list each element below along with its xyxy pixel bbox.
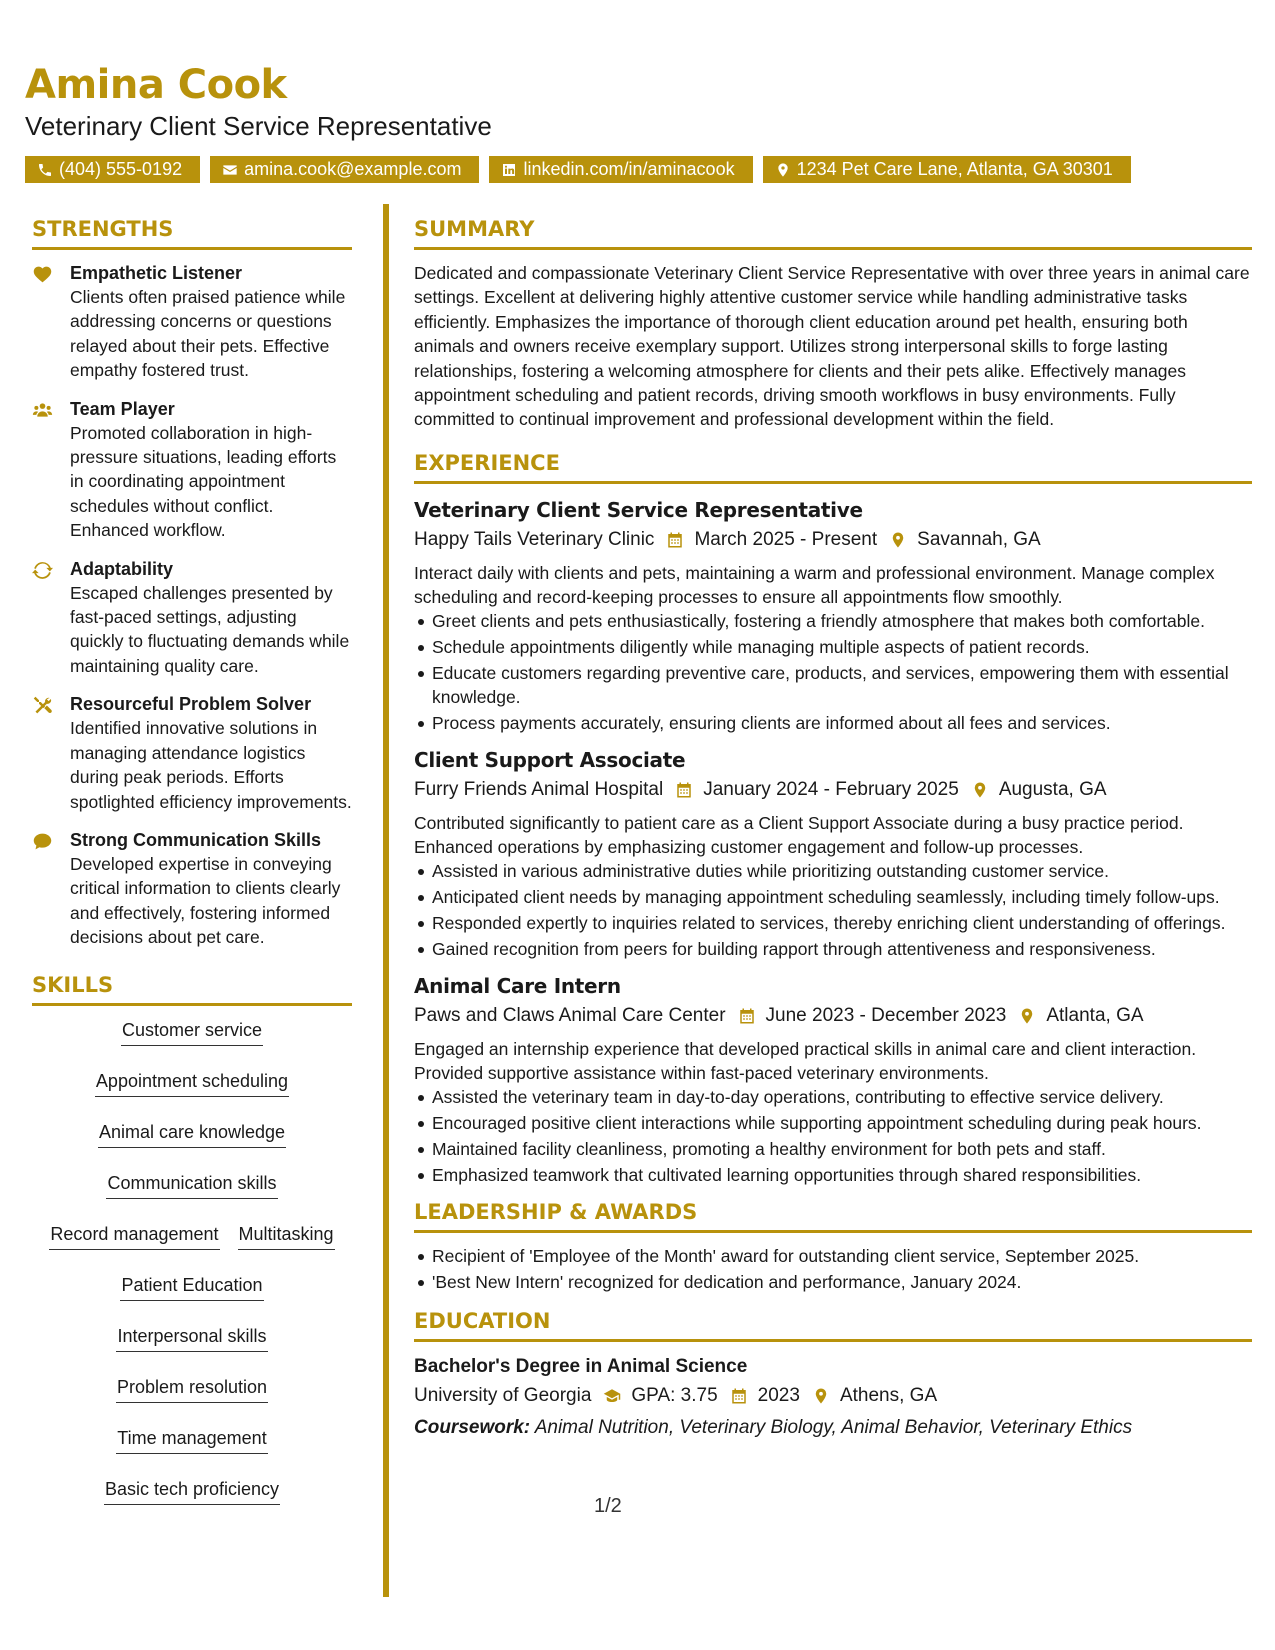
- job-location: Augusta, GA: [998, 778, 1107, 800]
- coursework-label: Coursework:: [414, 1416, 531, 1438]
- skill-tag: Patient Education: [120, 1272, 263, 1301]
- job-description: Interact daily with clients and pets, maintaining a warm and professional environment. Manage complex scheduling and record-keeping processes to ensure all appointments flow smoothly.: [414, 562, 1215, 607]
- skills-title: SKILLS: [32, 970, 352, 1006]
- experience-title: EXPERIENCE: [414, 448, 1252, 484]
- job-entry: [414, 495, 1252, 735]
- education-title: EDUCATION: [414, 1306, 1252, 1342]
- summary-title: SUMMARY: [414, 214, 1252, 250]
- page-number: 1/2: [594, 1495, 622, 1517]
- job-bullets: [414, 1085, 1252, 1187]
- education-meta: [414, 1381, 1252, 1411]
- skill-tag: Interpersonal skills: [116, 1323, 267, 1352]
- skill-tag: Appointment scheduling: [95, 1068, 289, 1097]
- job-bullet: Assisted in various administrative duties while prioritizing outstanding customer service.: [414, 859, 1252, 883]
- graduation-cap-icon: [603, 1387, 621, 1405]
- strength-desc: Clients often praised patience while addressing concerns or questions relayed about their pets. Effective empathy fostered trust.: [70, 287, 346, 381]
- strength-item: [32, 557, 352, 679]
- candidate-role: Veterinary Client Service Representative: [25, 111, 492, 141]
- strengths-title: STRENGTHS: [32, 214, 352, 250]
- candidate-name: Amina Cook: [25, 62, 287, 108]
- skill-tag: Animal care knowledge: [98, 1119, 286, 1148]
- job-title: Animal Care Intern: [414, 973, 621, 998]
- leadership-title: LEADERSHIP & AWARDS: [414, 1197, 1252, 1233]
- job-bullet: Encouraged positive client interactions while supporting appointment scheduling during peak hours.: [414, 1111, 1252, 1135]
- strength-name: Team Player: [70, 398, 175, 419]
- skills-list: [32, 1017, 352, 1505]
- job-bullet: Educate customers regarding preventive care, products, and services, empowering them with essential knowledge.: [414, 661, 1252, 709]
- job-dates: January 2024 - February 2025: [703, 778, 959, 800]
- job-dates: March 2025 - Present: [694, 528, 878, 550]
- strength-item: [32, 397, 352, 543]
- column-divider: [383, 204, 389, 1597]
- job-bullet: Emphasized teamwork that cultivated learning opportunities through shared responsibilities.: [414, 1163, 1252, 1187]
- calendar-icon: [666, 531, 684, 549]
- strength-name: Empathetic Listener: [70, 263, 243, 283]
- job-entry: [414, 971, 1252, 1187]
- job-location: Savannah, GA: [917, 528, 1041, 550]
- award-bullet: 'Best New Intern' recognized for dedication and performance, January 2024.: [414, 1270, 1252, 1294]
- coursework: [414, 1413, 1252, 1443]
- phone-icon: [37, 162, 53, 178]
- contact-linkedin[interactable]: [489, 156, 752, 183]
- strength-desc: Identified innovative solutions in managing attendance logistics during peak periods. Efforts spotlighted efficiency improvements.: [70, 718, 352, 812]
- tools-icon: [32, 695, 53, 716]
- coursework-list: Animal Nutrition, Veterinary Biology, Animal Behavior, Veterinary Ethics: [530, 1416, 1133, 1438]
- job-bullet: Greet clients and pets enthusiastically, fostering a friendly atmosphere that makes both comfortable.: [414, 609, 1252, 633]
- map-pin-icon: [889, 531, 907, 549]
- job-entry: [414, 745, 1252, 961]
- contact-phone[interactable]: [25, 156, 200, 183]
- contact-email[interactable]: [210, 156, 479, 183]
- contact-address[interactable]: [763, 156, 1131, 183]
- strength-desc: Developed expertise in conveying critical information to clients clearly and effectively, fostering informed decisions about pet care.: [70, 853, 341, 948]
- left-column: [32, 214, 352, 1505]
- map-pin-icon: [1018, 1007, 1036, 1025]
- strength-name: Adaptability: [70, 558, 174, 579]
- strength-item: [32, 692, 352, 814]
- comment-icon: [32, 831, 53, 852]
- contact-linkedin-text: linkedin.com/in/aminacook: [523, 159, 735, 179]
- strength-desc: Escaped challenges presented by fast-paced settings, adjusting quickly to fluctuating demands while maintaining quality care.: [70, 582, 350, 676]
- strength-name: Strong Communication Skills: [70, 829, 322, 850]
- job-bullet: Schedule appointments diligently while managing multiple aspects of patient records.: [414, 635, 1252, 659]
- job-description: Engaged an internship experience that developed practical skills in animal care and client interaction. Provided supportive assistance within fast-paced veterinary environments.: [414, 1038, 1197, 1083]
- job-bullet: Process payments accurately, ensuring clients are informed about all fees and services.: [414, 711, 1252, 735]
- skill-tag: Time management: [116, 1425, 267, 1454]
- sync-icon: [32, 560, 53, 581]
- job-meta: [414, 1001, 1252, 1031]
- school-location: Athens, GA: [839, 1384, 938, 1406]
- skill-tag: Multitasking: [238, 1221, 335, 1250]
- graduation-year: 2023: [757, 1384, 800, 1406]
- summary-text: Dedicated and compassionate Veterinary Client Service Representative with over three years in animal care settings. Excellent at delivering highly attentive customer service while handling administrative tasks efficiently. Emphasizes the importance of thorough client education around pet health, ensuring both animals and owners receive exemplary support. Utilizes strong interpersonal skills to forge lasting relationships, fostering a welcoming atmosphere for clients and their pets alike. Effectively manages appointment scheduling and patient records, driving smooth workflows in busy environments. Fully committed to continual improvement and professional development within the field.: [414, 263, 1250, 430]
- map-pin-icon: [812, 1387, 830, 1405]
- gpa: GPA: 3.75: [631, 1384, 718, 1406]
- strength-desc: Promoted collaboration in high-pressure situations, leading efforts in coordinating appointment schedules without conflict. Enhanced workflow.: [70, 422, 337, 541]
- award-bullet: Recipient of 'Employee of the Month' award for outstanding client service, September 2025.: [414, 1244, 1252, 1268]
- calendar-icon: [738, 1007, 756, 1025]
- job-dates: June 2023 - December 2023: [765, 1004, 1007, 1026]
- envelope-icon: [222, 162, 238, 178]
- job-bullet: Gained recognition from peers for building rapport through attentiveness and responsiveness.: [414, 937, 1252, 961]
- job-company: Paws and Claws Animal Care Center: [414, 1004, 726, 1026]
- job-meta: [414, 775, 1252, 805]
- leadership-bullets: [414, 1244, 1252, 1294]
- map-pin-icon: [971, 781, 989, 799]
- strength-item: [32, 261, 352, 383]
- job-company: Furry Friends Animal Hospital: [414, 778, 664, 800]
- job-bullet: Assisted the veterinary team in day-to-day operations, contributing to effective service delivery.: [414, 1085, 1252, 1109]
- contact-phone-text: (404) 555-0192: [59, 159, 183, 179]
- job-bullet: Responded expertly to inquiries related to services, thereby enriching client understanding of offerings.: [414, 911, 1252, 935]
- resume-header: [25, 58, 1255, 183]
- calendar-icon: [730, 1387, 748, 1405]
- job-bullet: Anticipated client needs by managing appointment scheduling seamlessly, including timely follow-ups.: [414, 885, 1252, 909]
- contact-email-text: amina.cook@example.com: [244, 159, 462, 179]
- contact-address-text: 1234 Pet Care Lane, Atlanta, GA 30301: [796, 159, 1113, 179]
- heart-icon: [32, 264, 53, 285]
- school-name: University of Georgia: [414, 1384, 592, 1406]
- job-location: Atlanta, GA: [1046, 1004, 1144, 1026]
- skill-tag: Customer service: [121, 1017, 263, 1046]
- skill-tag: Communication skills: [106, 1170, 277, 1199]
- degree-name: Bachelor's Degree in Animal Science: [414, 1355, 748, 1377]
- linkedin-icon: [501, 162, 517, 178]
- job-title: Client Support Associate: [414, 747, 686, 772]
- job-bullets: [414, 609, 1252, 735]
- users-icon: [32, 400, 53, 421]
- contact-bar: [25, 156, 1255, 183]
- skill-tag: Problem resolution: [116, 1374, 268, 1403]
- skill-tag: Record management: [49, 1221, 219, 1250]
- skill-tag: Basic tech proficiency: [104, 1476, 280, 1505]
- strength-item: [32, 828, 352, 950]
- job-meta: [414, 525, 1252, 555]
- calendar-icon: [675, 781, 693, 799]
- job-bullet: Maintained facility cleanliness, promoting a healthy environment for both pets and staff.: [414, 1137, 1252, 1161]
- job-company: Happy Tails Veterinary Clinic: [414, 528, 655, 550]
- job-description: Contributed significantly to patient care as a Client Support Associate during a busy practice period. Enhanced operations by emphasizing customer engagement and follow-up processes.: [414, 812, 1184, 857]
- job-title: Veterinary Client Service Representative: [414, 497, 863, 522]
- strength-name: Resourceful Problem Solver: [70, 694, 312, 715]
- job-bullets: [414, 859, 1252, 961]
- map-pin-icon: [775, 162, 791, 178]
- right-column: [414, 214, 1252, 1443]
